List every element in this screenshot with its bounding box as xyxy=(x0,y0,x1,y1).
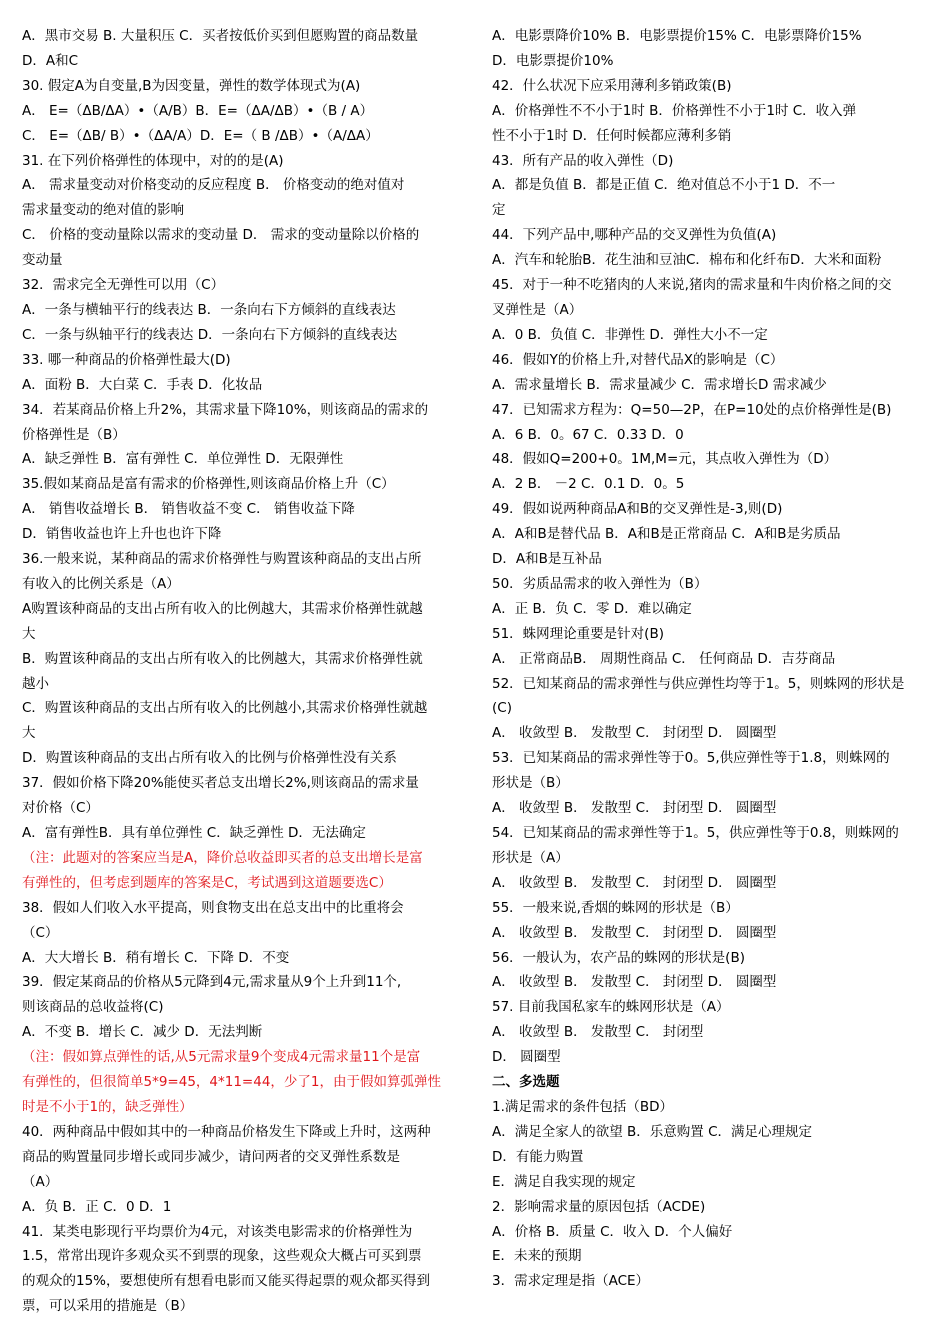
text-line: 定 xyxy=(492,202,506,219)
text-line: A．需求量增长 B．需求量减少 C．需求增长D 需求减少 xyxy=(492,376,827,393)
text-line: 35.假如某商品是富有需求的价格弹性,则该商品价格上升（C） xyxy=(22,476,395,493)
text-line: 49．假如说两种商品A和B的交叉弹性是-3,则(D) xyxy=(492,501,783,518)
text-line: 需求量变动的绝对值的影响 xyxy=(22,202,184,219)
text-line: 价格弹性是（B） xyxy=(22,426,126,443)
text-line: 商品的购置量同步增长或同步减少，请问两者的交叉弹性系数是 xyxy=(22,1148,400,1165)
text-line: 票，可以采用的措施是（B） xyxy=(22,1298,194,1315)
text-line: A． 收敛型 B． 发散型 C． 封闭型 D． 圆圈型 xyxy=(492,874,777,891)
right-column xyxy=(492,24,932,1294)
text-line: B．购置该种商品的支出占所有收入的比例越大，其需求价格弹性就 xyxy=(22,650,423,667)
text-line: A．汽车和轮胎B．花生油和豆油C．棉布和化纤布D．大米和面粉 xyxy=(492,252,882,269)
text-line: A．2 B． －2 C．0.1 D．0。5 xyxy=(492,476,685,493)
text-line: C．购置该种商品的支出占所有收入的比例越小,其需求价格弹性就越 xyxy=(22,700,428,717)
text-line: C． E=（ΔB/ B）•（ΔA/A）D．E=（ B /ΔB）•（A/ΔA） xyxy=(22,127,379,144)
text-line: 叉弹性是（A） xyxy=(492,301,583,318)
text-line: 则该商品的总收益将(C) xyxy=(22,999,164,1016)
text-line: 50．劣质品需求的收入弹性为（B） xyxy=(492,575,708,592)
text-line: A．价格弹性不不小于1时 B．价格弹性不小于1时 C．收入弹 xyxy=(492,102,857,119)
text-line: D．销售收益也许上升也也许下降 xyxy=(22,526,222,543)
text-line: 39．假定某商品的价格从5元降到4元,需求量从9个上升到11个, xyxy=(22,974,402,991)
text-line: A．负 B．正 C．0 D．1 xyxy=(22,1198,172,1215)
text-line: 性不小于1时 D．任何时候都应薄利多销 xyxy=(492,127,732,144)
text-line: 47．已知需求方程为：Q=50—2P，在P=10处的点价格弹性是(B) xyxy=(492,401,892,418)
text-line: 36.一般来说，某种商品的需求价格弹性与购置该种商品的支出占所 xyxy=(22,551,422,568)
text-line: A．价格 B．质量 C．收入 D．个人偏好 xyxy=(492,1223,733,1240)
text-line: 形状是（B） xyxy=(492,775,569,792)
text-line: （A） xyxy=(22,1173,59,1190)
text-line: （C） xyxy=(22,924,59,941)
text-line: A． 正常商品B． 周期性商品 C． 任何商品 D．吉芬商品 xyxy=(492,650,836,667)
text-line: A． 收敛型 B． 发散型 C． 封闭型 xyxy=(492,1024,704,1041)
text-line: D．A和B是互补品 xyxy=(492,551,602,568)
note-line: 有弹性的，但考虑到题库的答案是C，考试遇到这道题要选C） xyxy=(22,874,392,891)
text-line: A．0 B．负值 C．非弹性 D．弹性大小不一定 xyxy=(492,326,768,343)
text-line: A． 收敛型 B． 发散型 C． 封闭型 D． 圆圈型 xyxy=(492,974,777,991)
text-line: 55．一般来说,香烟的蛛网的形状是（B） xyxy=(492,899,739,916)
note-line: 有弹性的，但很简单5*9=45，4*11=44，少了1，由于假如算弧弹性 xyxy=(22,1074,442,1091)
text-line: 33. 哪一种商品的价格弹性最大(D) xyxy=(22,351,231,368)
text-line: 56．一般认为，农产品的蛛网的形状是(B) xyxy=(492,949,745,966)
text-line: A．黑市交易 B. 大量积压 C．买者按低价买到但愿购置的商品数量 xyxy=(22,28,419,44)
text-line: 48．假如Q=200+0。1M,M=元，其点收入弹性为（D） xyxy=(492,451,838,468)
text-line: 30. 假定A为自变量,B为因变量，弹性的数学体现式为(A) xyxy=(22,77,361,94)
text-line: (C) xyxy=(492,700,512,717)
text-line: 31. 在下列价格弹性的体现中，对的的是(A) xyxy=(22,152,284,169)
text-line: A购置该种商品的支出占所有收入的比例越大，其需求价格弹性就越 xyxy=(22,600,423,617)
text-line: 57. 目前我国私家车的蛛网形状是（A） xyxy=(492,999,730,1016)
text-line: 32．需求完全无弹性可以用（C） xyxy=(22,277,225,294)
left-column xyxy=(22,24,462,1319)
text-line: C． 价格的变动量除以需求的变动量 D． 需求的变动量除以价格的 xyxy=(22,227,420,244)
text-line: 53．已知某商品的需求弹性等于0。5,供应弹性等于1.8，则蛛网的 xyxy=(492,750,890,767)
section-heading: 二、多选题 xyxy=(492,1074,560,1091)
text-line: 3．需求定理是指（ACE） xyxy=(492,1273,650,1290)
text-line: A．都是负值 B．都是正值 C．绝对值总不小于1 D．不一 xyxy=(492,177,836,194)
text-line: 1.5，常常出现许多观众买不到票的现象，这些观众大概占可买到票 xyxy=(22,1248,422,1265)
text-line: A．电影票降价10% B．电影票提价15% C．电影票降价15% xyxy=(492,28,862,44)
text-line: D．A和C xyxy=(22,52,79,69)
text-line: A． 销售收益增长 B． 销售收益不变 C． 销售收益下降 xyxy=(22,501,355,518)
text-line: 42．什么状况下应采用薄利多销政策(B) xyxy=(492,77,732,94)
text-line: 43．所有产品的收入弹性（D) xyxy=(492,152,674,169)
text-line: 越小 xyxy=(22,675,49,692)
text-line: A． 收敛型 B． 发散型 C． 封闭型 D． 圆圈型 xyxy=(492,800,777,817)
text-line: A．缺乏弹性 B．富有弹性 C．单位弹性 D．无限弹性 xyxy=(22,451,344,468)
text-line: 1.满足需求的条件包括（BD） xyxy=(492,1098,674,1115)
text-line: D．电影票提价10% xyxy=(492,52,614,69)
text-line: 2．影响需求量的原因包括（ACDE) xyxy=(492,1198,706,1215)
text-line: 52．已知某商品的需求弹性与供应弹性均等于1。5，则蛛网的形状是 xyxy=(492,675,905,692)
text-line: 54．已知某商品的需求弹性等于1。5，供应弹性等于0.8，则蛛网的 xyxy=(492,825,899,841)
text-line: A．面粉 B．大白菜 C．手表 D．化妆品 xyxy=(22,376,263,393)
text-line: 对价格（C） xyxy=(22,800,99,817)
text-line: 40．两种商品中假如其中的一种商品价格发生下降或上升时，这两种 xyxy=(22,1123,431,1140)
note-line: （注：此题对的答案应当是A，降价总收益即买者的总支出增长是富 xyxy=(22,849,423,866)
text-line: E．满足自我实现的规定 xyxy=(492,1173,636,1190)
text-line: A．满足全家人的欲望 B．乐意购置 C．满足心理规定 xyxy=(492,1123,813,1140)
text-line: D． 圆圈型 xyxy=(492,1049,561,1066)
text-line: D．有能力购置 xyxy=(492,1148,584,1165)
text-line: A．不变 B．增长 C．减少 D．无法判断 xyxy=(22,1024,263,1041)
text-line: 45．对于一种不吃猪肉的人来说,猪肉的需求量和牛肉价格之间的交 xyxy=(492,277,892,294)
text-line: A．一条与横轴平行的线表达 B．一条向右下方倾斜的直线表达 xyxy=(22,301,396,318)
text-line: A．A和B是替代品 B．A和B是正常商品 C．A和B是劣质品 xyxy=(492,526,841,543)
text-line: 34．若某商品价格上升2%，其需求量下降10%，则该商品的需求的 xyxy=(22,401,429,418)
text-line: A． E=（ΔB/ΔA）•（A/B）B．E=（ΔA/ΔB）•（B / A） xyxy=(22,102,374,119)
text-line: 形状是（A） xyxy=(492,849,569,866)
text-line: A． 需求量变动对价格变动的反应程度 B． 价格变动的绝对值对 xyxy=(22,177,405,194)
text-line: 有收入的比例关系是（A） xyxy=(22,575,180,592)
text-line: 51．蛛网理论重要是针对(B) xyxy=(492,625,664,642)
note-line: 时是不小于1的，缺乏弹性） xyxy=(22,1098,193,1115)
text-line: A． 收敛型 B． 发散型 C． 封闭型 D． 圆圈型 xyxy=(492,924,777,941)
text-line: A．富有弹性B．具有单位弹性 C．缺乏弹性 D．无法确定 xyxy=(22,825,366,841)
text-line: D．购置该种商品的支出占所有收入的比例与价格弹性没有关系 xyxy=(22,750,397,767)
text-line: 46．假如Y的价格上升,对替代品X的影响是（C） xyxy=(492,351,784,368)
text-line: A．6 B．0。67 C．0.33 D．0 xyxy=(492,426,684,443)
text-line: 大 xyxy=(22,725,36,742)
text-line: E．未来的预期 xyxy=(492,1248,582,1265)
text-line: 37．假如价格下降20%能使买者总支出增长2%,则该商品的需求量 xyxy=(22,775,419,792)
text-line: 大 xyxy=(22,625,36,642)
text-line: A．大大增长 B．稍有增长 C．下降 D．不变 xyxy=(22,949,290,966)
text-line: 38．假如人们收入水平提高，则食物支出在总支出中的比重将会 xyxy=(22,899,404,916)
note-line: （注：假如算点弹性的话,从5元需求量9个变成4元需求量11个是富 xyxy=(22,1049,421,1066)
text-line: 41．某类电影现行平均票价为4元，对该类电影需求的价格弹性为 xyxy=(22,1223,413,1240)
text-line: 的观众的15%，要想使所有想看电影而又能买得起票的观众都买得到 xyxy=(22,1273,431,1290)
text-line: A． 收敛型 B． 发散型 C． 封闭型 D． 圆圈型 xyxy=(492,725,777,742)
text-line: 44．下列产品中,哪种产品的交叉弹性为负值(A) xyxy=(492,227,777,244)
text-line: A．正 B．负 C．零 D．难以确定 xyxy=(492,600,692,617)
text-line: 变动量 xyxy=(22,252,63,269)
text-line: C．一条与纵轴平行的线表达 D．一条向右下方倾斜的直线表达 xyxy=(22,326,398,343)
